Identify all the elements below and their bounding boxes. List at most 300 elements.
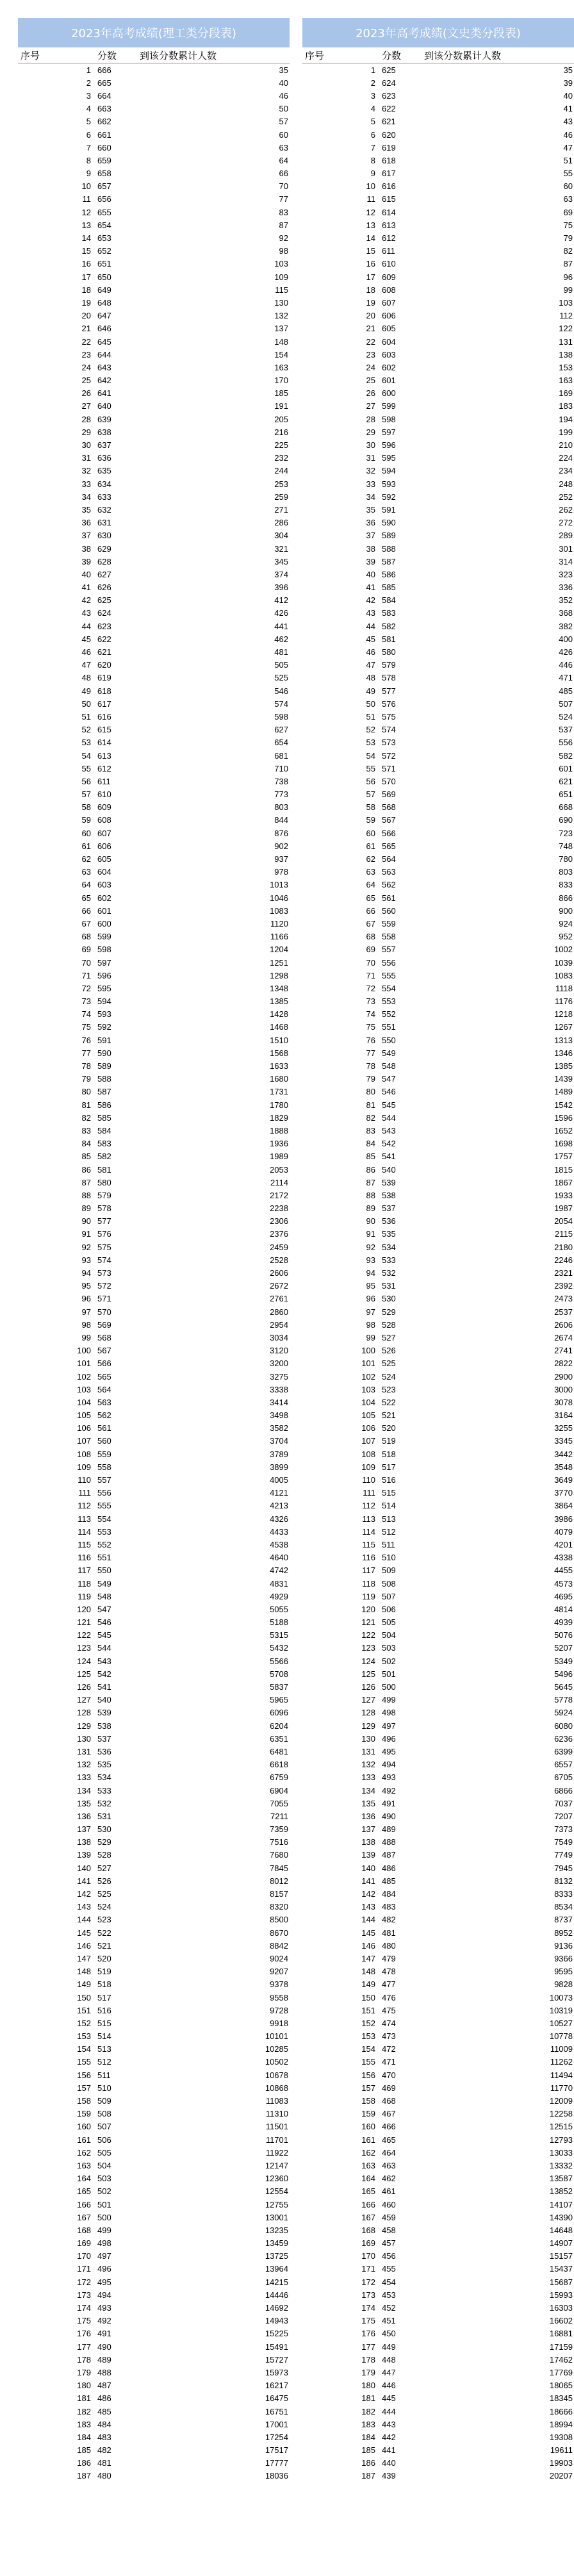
row-score: 466	[382, 2122, 396, 2132]
table-row	[18, 1823, 290, 1836]
row-cumulative-count: 64	[279, 155, 288, 165]
row-index: 165	[361, 2186, 375, 2197]
table-row	[302, 2133, 574, 2146]
row-cumulative-count: 1251	[270, 957, 288, 968]
row-score: 561	[97, 1423, 111, 1433]
row-index: 67	[366, 918, 375, 929]
row-index: 55	[366, 763, 375, 773]
table-row	[18, 1435, 290, 1448]
table-row	[302, 1590, 574, 1603]
row-score: 486	[97, 2393, 111, 2404]
row-index: 161	[77, 2134, 91, 2145]
row-cumulative-count: 654	[274, 738, 288, 748]
table-row	[18, 322, 290, 335]
row-score: 565	[97, 1371, 111, 1382]
row-cumulative-count: 10527	[549, 2018, 573, 2028]
row-cumulative-count: 130	[274, 297, 288, 308]
table-row	[302, 413, 574, 425]
row-cumulative-count: 6904	[270, 1785, 288, 1796]
row-score: 509	[382, 1565, 396, 1576]
row-score: 538	[382, 1190, 396, 1200]
row-index: 35	[366, 504, 375, 515]
row-score: 518	[97, 1979, 111, 1990]
table-row	[302, 594, 574, 607]
table-row	[18, 879, 290, 891]
row-score: 580	[97, 1177, 111, 1187]
row-cumulative-count: 546	[274, 686, 288, 696]
table-row	[302, 1046, 574, 1059]
table-row	[18, 529, 290, 542]
table-row	[18, 956, 290, 969]
table-row	[18, 1564, 290, 1577]
row-index: 184	[361, 2432, 375, 2442]
row-score: 492	[97, 2316, 111, 2326]
row-index: 182	[77, 2406, 91, 2416]
row-index: 148	[361, 1967, 375, 1977]
row-index: 122	[77, 1630, 91, 1640]
row-index: 103	[361, 1384, 375, 1394]
row-cumulative-count: 12009	[549, 2096, 573, 2106]
row-cumulative-count: 18345	[549, 2393, 573, 2404]
table-row	[18, 258, 290, 270]
row-index: 182	[361, 2406, 375, 2416]
row-index: 68	[81, 932, 91, 942]
row-cumulative-count: 11922	[265, 2147, 288, 2158]
row-cumulative-count: 627	[274, 725, 288, 735]
row-index: 123	[361, 1643, 375, 1653]
row-cumulative-count: 138	[559, 349, 573, 359]
table-row	[302, 2405, 574, 2418]
row-score: 597	[382, 427, 396, 437]
row-index: 85	[366, 1152, 375, 1162]
table-row	[302, 1344, 574, 1357]
row-score: 596	[97, 970, 111, 980]
row-cumulative-count: 4455	[554, 1565, 573, 1576]
row-score: 508	[382, 1578, 396, 1589]
row-score: 621	[97, 647, 111, 657]
row-score: 604	[97, 867, 111, 877]
row-cumulative-count: 4831	[270, 1578, 288, 1589]
row-score: 555	[97, 1501, 111, 1511]
row-score: 579	[97, 1190, 111, 1200]
table-row	[302, 490, 574, 503]
row-score: 521	[97, 1940, 111, 1951]
row-cumulative-count: 574	[274, 698, 288, 709]
row-score: 482	[382, 1915, 396, 1925]
row-index: 18	[366, 285, 375, 295]
row-score: 505	[382, 1617, 396, 1628]
row-score: 617	[97, 698, 111, 709]
row-cumulative-count: 690	[559, 815, 573, 825]
row-score: 542	[97, 1669, 111, 1679]
row-index: 166	[77, 2199, 91, 2209]
row-score: 491	[382, 1798, 396, 1808]
table-row	[302, 891, 574, 904]
row-index: 124	[77, 1656, 91, 1666]
row-cumulative-count: 13459	[265, 2238, 288, 2249]
row-cumulative-count: 5924	[554, 1708, 573, 1718]
row-index: 141	[361, 1876, 375, 1886]
table-row	[302, 1667, 574, 1680]
row-score: 560	[97, 1436, 111, 1446]
row-score: 564	[382, 854, 396, 864]
row-cumulative-count: 3338	[270, 1384, 288, 1394]
row-cumulative-count: 505	[274, 660, 288, 670]
row-cumulative-count: 1083	[270, 905, 288, 916]
row-cumulative-count: 272	[559, 518, 573, 528]
row-cumulative-count: 43	[563, 117, 573, 127]
row-cumulative-count: 2392	[554, 1281, 573, 1291]
row-index: 133	[77, 1772, 91, 1783]
row-index: 75	[366, 1022, 375, 1032]
row-score: 573	[382, 738, 396, 748]
row-index: 7	[86, 142, 91, 153]
row-index: 8	[86, 155, 91, 165]
row-index: 14	[81, 233, 91, 244]
table-row	[302, 2263, 574, 2275]
row-score: 555	[382, 970, 396, 980]
row-cumulative-count: 11083	[265, 2096, 288, 2106]
row-score: 481	[97, 2458, 111, 2468]
row-cumulative-count: 3864	[554, 1501, 573, 1511]
table-row	[302, 2185, 574, 2198]
row-index: 95	[366, 1281, 375, 1291]
row-index: 12	[366, 207, 375, 217]
row-score: 485	[97, 2406, 111, 2416]
row-cumulative-count: 8320	[270, 1902, 288, 1912]
table-row	[18, 1694, 290, 1706]
table-row	[302, 1525, 574, 1538]
row-score: 610	[97, 789, 111, 800]
table-row	[18, 1616, 290, 1629]
row-score: 637	[97, 440, 111, 450]
row-cumulative-count: 199	[559, 427, 573, 437]
row-cumulative-count: 2246	[554, 1255, 573, 1265]
row-score: 499	[97, 2225, 111, 2235]
row-score: 609	[97, 802, 111, 813]
row-cumulative-count: 4929	[270, 1591, 288, 1601]
row-score: 664	[97, 90, 111, 101]
row-cumulative-count: 1542	[554, 1100, 573, 1110]
row-score: 616	[97, 711, 111, 722]
row-index: 94	[366, 1268, 375, 1278]
row-cumulative-count: 1731	[270, 1087, 288, 1097]
row-score: 501	[382, 1669, 396, 1679]
row-cumulative-count: 18065	[549, 2381, 573, 2391]
row-index: 36	[366, 518, 375, 528]
table-row	[302, 542, 574, 555]
row-cumulative-count: 5207	[554, 1643, 573, 1653]
row-score: 505	[97, 2147, 111, 2158]
row-score: 607	[97, 828, 111, 838]
row-score: 471	[382, 2057, 396, 2067]
table-row	[18, 788, 290, 801]
row-cumulative-count: 17254	[265, 2432, 288, 2442]
table-row	[18, 1667, 290, 1680]
table-row	[18, 2004, 290, 2017]
table-row	[18, 2211, 290, 2224]
row-cumulative-count: 5076	[554, 1630, 573, 1640]
row-index: 149	[361, 1979, 375, 1990]
row-score: 543	[382, 1125, 396, 1135]
table-row	[302, 1473, 574, 1486]
row-score: 539	[382, 1177, 396, 1187]
row-cumulative-count: 2822	[554, 1358, 573, 1369]
row-cumulative-count: 382	[559, 621, 573, 631]
table-row	[18, 1862, 290, 1874]
row-cumulative-count: 1428	[270, 1009, 288, 1020]
table-row	[18, 1266, 290, 1279]
row-score: 602	[97, 893, 111, 903]
row-cumulative-count: 1989	[270, 1152, 288, 1162]
row-score: 536	[97, 1746, 111, 1756]
row-score: 537	[97, 1733, 111, 1744]
row-cumulative-count: 63	[563, 194, 573, 204]
row-cumulative-count: 412	[274, 595, 288, 606]
table-row	[302, 1758, 574, 1771]
row-cumulative-count: 2115	[555, 1229, 573, 1239]
row-score: 611	[382, 246, 395, 256]
row-score: 593	[97, 1009, 111, 1020]
row-score: 649	[97, 285, 111, 295]
row-score: 539	[97, 1708, 111, 1718]
table-row	[18, 335, 290, 348]
table-row	[302, 930, 574, 943]
row-index: 162	[361, 2147, 375, 2158]
row-index: 145	[361, 1928, 375, 1938]
table-row	[18, 568, 290, 581]
row-cumulative-count: 4742	[270, 1565, 288, 1576]
row-score: 596	[382, 440, 396, 450]
row-score: 441	[382, 2445, 396, 2456]
row-cumulative-count: 77	[279, 194, 288, 204]
row-index: 153	[77, 2031, 91, 2042]
row-index: 20	[366, 311, 375, 321]
row-score: 534	[97, 1772, 111, 1783]
table-row	[302, 1331, 574, 1344]
row-index: 59	[366, 815, 375, 825]
row-cumulative-count: 12793	[549, 2134, 573, 2145]
row-cumulative-count: 481	[274, 647, 288, 657]
row-index: 29	[366, 427, 375, 437]
row-index: 104	[361, 1397, 375, 1407]
table-row	[302, 206, 574, 219]
row-index: 74	[366, 1009, 375, 1020]
header-index: 序号	[305, 49, 325, 62]
row-score: 586	[97, 1100, 111, 1110]
table-row	[302, 1603, 574, 1615]
row-score: 463	[382, 2160, 396, 2170]
row-score: 602	[382, 362, 396, 372]
table-row	[18, 736, 290, 749]
table-row	[18, 452, 290, 465]
row-cumulative-count: 3498	[270, 1410, 288, 1421]
row-index: 5	[86, 117, 91, 127]
row-index: 4	[86, 104, 91, 114]
row-cumulative-count: 1652	[554, 1125, 573, 1135]
row-score: 456	[382, 2251, 396, 2261]
row-cumulative-count: 4538	[270, 1539, 288, 1549]
row-index: 16	[366, 259, 375, 269]
row-score: 531	[97, 1811, 111, 1821]
row-cumulative-count: 99	[563, 285, 573, 295]
arts-table-title: 2023年高考成绩(文史类分段表)	[302, 18, 574, 47]
row-score: 498	[382, 1708, 396, 1718]
table-row	[18, 1719, 290, 1732]
row-score: 665	[97, 78, 111, 88]
row-index: 174	[77, 2303, 91, 2313]
row-cumulative-count: 286	[274, 518, 288, 528]
row-index: 114	[362, 1526, 375, 1537]
row-index: 62	[81, 854, 91, 864]
row-index: 97	[81, 1307, 91, 1317]
row-score: 448	[382, 2354, 396, 2365]
table-row	[18, 852, 290, 865]
row-cumulative-count: 2172	[270, 1190, 288, 1200]
table-row	[302, 1991, 574, 2004]
row-cumulative-count: 35	[563, 65, 573, 75]
row-cumulative-count: 170	[274, 376, 288, 386]
row-index: 158	[77, 2096, 91, 2106]
table-row	[18, 904, 290, 917]
row-score: 603	[382, 349, 396, 359]
arts-score-table	[302, 18, 574, 2482]
row-index: 47	[366, 660, 375, 670]
row-cumulative-count: 103	[559, 297, 573, 308]
row-cumulative-count: 426	[274, 608, 288, 618]
row-index: 120	[77, 1604, 91, 1614]
row-cumulative-count: 4005	[270, 1475, 288, 1485]
row-score: 601	[97, 905, 111, 916]
row-index: 101	[77, 1358, 91, 1369]
table-row	[18, 1331, 290, 1344]
table-row	[18, 1538, 290, 1551]
table-row	[18, 943, 290, 956]
row-cumulative-count: 4338	[554, 1553, 573, 1563]
table-row	[302, 2444, 574, 2457]
row-index: 147	[361, 1953, 375, 1963]
table-row	[302, 1202, 574, 1215]
row-cumulative-count: 3120	[270, 1346, 288, 1356]
row-score: 639	[97, 414, 111, 424]
row-cumulative-count: 109	[274, 272, 288, 282]
row-cumulative-count: 651	[559, 789, 573, 800]
table-row	[302, 969, 574, 982]
row-cumulative-count: 1829	[270, 1112, 288, 1123]
row-index: 46	[366, 647, 375, 657]
row-score: 572	[97, 1281, 111, 1291]
row-cumulative-count: 1039	[554, 957, 573, 968]
row-cumulative-count: 16217	[265, 2381, 288, 2391]
row-score: 606	[382, 311, 396, 321]
row-score: 487	[382, 1850, 396, 1860]
row-score: 472	[382, 2044, 396, 2054]
row-score: 503	[97, 2174, 111, 2184]
table-row	[18, 2301, 290, 2314]
table-row	[18, 1292, 290, 1305]
table-row	[302, 1305, 574, 1318]
table-row	[18, 115, 290, 128]
row-index: 25	[81, 376, 91, 386]
row-cumulative-count: 225	[274, 440, 288, 450]
row-score: 558	[97, 1462, 111, 1472]
row-cumulative-count: 96	[563, 272, 573, 282]
row-index: 120	[361, 1604, 375, 1614]
row-cumulative-count: 2860	[270, 1307, 288, 1317]
row-cumulative-count: 7749	[554, 1850, 573, 1860]
row-index: 51	[81, 711, 91, 722]
table-row	[18, 1150, 290, 1163]
row-cumulative-count: 1698	[554, 1139, 573, 1149]
row-cumulative-count: 3034	[270, 1332, 288, 1342]
row-cumulative-count: 900	[559, 905, 573, 916]
row-score: 624	[97, 608, 111, 618]
table-row	[18, 1680, 290, 1693]
row-cumulative-count: 210	[559, 440, 573, 450]
table-row	[302, 749, 574, 762]
row-score: 519	[97, 1967, 111, 1977]
row-score: 566	[382, 828, 396, 838]
table-row	[18, 2275, 290, 2288]
table-row	[18, 1422, 290, 1435]
table-row	[18, 620, 290, 632]
row-cumulative-count: 137	[274, 324, 288, 334]
table-row	[302, 219, 574, 231]
row-index: 98	[366, 1319, 375, 1330]
table-row	[302, 310, 574, 322]
row-index: 167	[361, 2212, 375, 2222]
science-score-table	[18, 18, 290, 2482]
row-index: 164	[361, 2174, 375, 2184]
row-index: 55	[81, 763, 91, 773]
row-index: 20	[81, 311, 91, 321]
row-cumulative-count: 4640	[270, 1553, 288, 1563]
row-index: 109	[361, 1462, 375, 1472]
row-cumulative-count: 19903	[549, 2458, 573, 2468]
table-row	[302, 529, 574, 542]
header-score: 分数	[97, 49, 117, 62]
row-cumulative-count: 253	[274, 479, 288, 489]
row-cumulative-count: 833	[559, 880, 573, 890]
row-score: 531	[382, 1281, 396, 1291]
row-score: 538	[97, 1721, 111, 1731]
table-row	[302, 1952, 574, 1965]
row-cumulative-count: 18036	[265, 2471, 288, 2481]
row-cumulative-count: 262	[559, 504, 573, 515]
row-score: 515	[382, 1488, 396, 1498]
row-cumulative-count: 4326	[270, 1514, 288, 1524]
row-index: 186	[361, 2458, 375, 2468]
row-score: 494	[382, 1760, 396, 1770]
row-score: 469	[382, 2083, 396, 2093]
row-cumulative-count: 7680	[270, 1850, 288, 1860]
table-row	[18, 1874, 290, 1887]
row-cumulative-count: 937	[274, 854, 288, 864]
table-row	[302, 1694, 574, 1706]
row-index: 160	[77, 2122, 91, 2132]
table-row	[302, 193, 574, 206]
row-cumulative-count: 1780	[270, 1100, 288, 1110]
row-score: 516	[97, 2005, 111, 2015]
row-index: 97	[366, 1307, 375, 1317]
table-row	[302, 296, 574, 309]
table-row	[302, 1616, 574, 1629]
row-index: 142	[77, 1889, 91, 1899]
table-row	[302, 1409, 574, 1422]
row-cumulative-count: 46	[563, 129, 573, 140]
row-score: 593	[382, 479, 396, 489]
row-index: 134	[77, 1785, 91, 1796]
